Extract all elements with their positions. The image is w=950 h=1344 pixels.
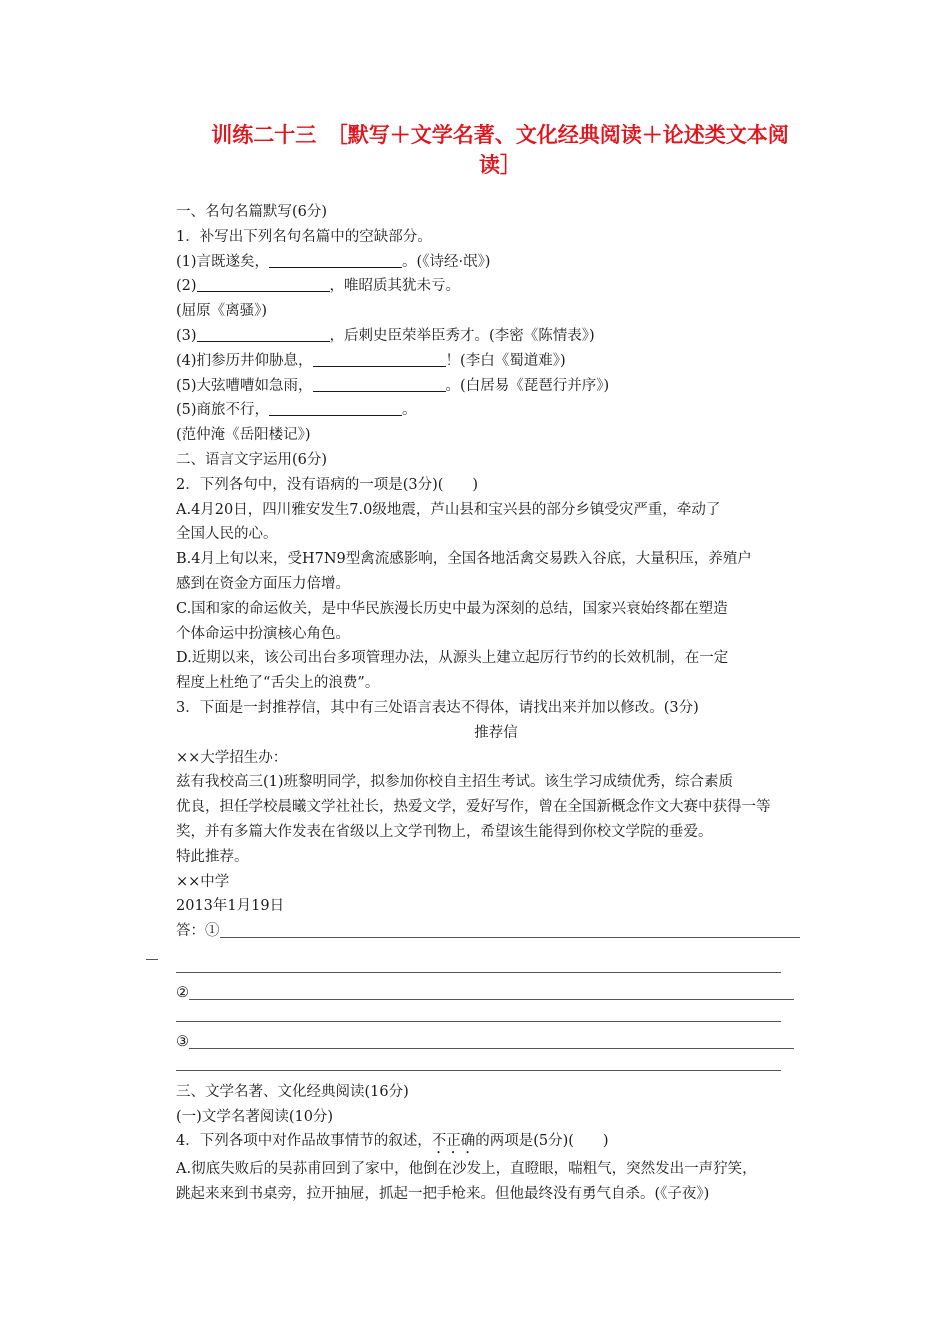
answer-3 (176, 1030, 816, 1055)
fill-item-1 (176, 250, 816, 275)
answer-line[interactable] (189, 984, 794, 1000)
answer-line[interactable] (176, 1006, 781, 1022)
fill-item-source: (屈原《离骚》) (176, 303, 268, 320)
answer-2 (176, 981, 816, 1006)
question-2: 2．下列各句中，没有语病的一项是(3分)( ) (176, 476, 479, 493)
answer-line[interactable] (189, 1033, 794, 1049)
answer-blank[interactable] (197, 277, 330, 292)
fill-item-text: (4)扪参历井仰胁息， (176, 352, 313, 369)
question-1: 1．补写出下列名句名篇中的空缺部分。 (176, 228, 432, 245)
answer-2-cont (176, 1006, 816, 1031)
answer-1 (176, 919, 816, 944)
fill-item-text: 。(白居易《琵琶行并序》) (445, 377, 610, 394)
option-a: A.彻底失败后的吴荪甫回到了家中，他倒在沙发上，直瞪眼，喘粗气，突然发出一声狞笑， (176, 1161, 757, 1178)
letter-date: 2013年1月19日 (176, 898, 285, 915)
answer-label: ③ (176, 1034, 189, 1051)
option-d: D.近期以来，该公司出台多项管理办法，从源头上建立起厉行节约的长效机制，在一定 (176, 650, 729, 667)
section-heading: 三、文学名著、文化经典阅读(16分) (176, 1083, 409, 1100)
option-a-cont: 全国人民的心。 (176, 526, 278, 543)
title-line-1: 训练二十三 ［默写＋文学名著、文化经典阅读＋论述类文本阅 (211, 123, 789, 147)
answer-blank[interactable] (269, 401, 402, 416)
fill-item-6 (176, 398, 816, 423)
fill-item-text: 。(《诗经·氓》) (402, 253, 491, 270)
fill-item-2 (176, 274, 816, 299)
answer-blank[interactable] (197, 327, 330, 342)
fill-item-3 (176, 324, 816, 349)
answer-line[interactable] (176, 1055, 781, 1071)
fill-item-text: ，后刺史臣荣举臣秀才。(李密《陈情表》) (329, 327, 595, 344)
title-line-2: 读］ (479, 153, 521, 177)
fill-item-text: ！(李白《蜀道难》) (445, 352, 566, 369)
question-4 (176, 1129, 816, 1157)
letter-closing: 特此推荐。 (176, 848, 249, 865)
answer-gap (176, 969, 816, 981)
answer-blank[interactable] (269, 253, 402, 268)
fill-item-text: (5)商旅不行， (176, 402, 270, 419)
subsection-heading: (一)文学名著阅读(10分) (176, 1108, 334, 1125)
question-text: 4．下列各项中对作品故事情节的叙述， (176, 1133, 432, 1150)
option-b-cont: 感到在资金方面压力倍增。 (176, 575, 350, 592)
answer-3-cont (176, 1055, 816, 1080)
fill-item-source: (范仲淹《岳阳楼记》) (176, 427, 311, 444)
option-a: A.4月20日，四川雅安发生7.0级地震，芦山县和宝兴县的部分乡镇受灾严重，牵动了 (176, 501, 721, 518)
section-heading: 一、名句名篇默写(6分) (176, 204, 328, 220)
option-d-cont: 程度上杜绝了“舌尖上的浪费”。 (176, 675, 380, 692)
answer-blank[interactable] (313, 377, 446, 392)
question-3: 3．下面是一封推荐信，其中有三处语言表达不得体，请找出来并加以修改。(3分) (176, 699, 699, 716)
answer-label: 答：① (176, 923, 220, 940)
answer-label: ② (176, 984, 189, 1001)
letter-paragraph-cont: 奖，并有多篇大作发表在省级以上文学刊物上，希望该生能得到你校文学院的垂爱。 (176, 823, 713, 840)
page-title (180, 120, 820, 180)
fill-item-text: (1)言既遂矣， (176, 253, 270, 270)
section-heading: 二、语言文字运用(6分) (176, 451, 328, 468)
answer-line[interactable] (220, 922, 800, 938)
letter-paragraph-cont: 优良，担任学校晨曦文学社社长，热爱文学，爱好写作，曾在全国新概念作文大赛中获得一等 (176, 799, 771, 816)
question-text: 的两项是(5分)( ) (475, 1133, 609, 1150)
emphasis-text: 不正确 (431, 1133, 476, 1150)
letter-title: 推荐信 (474, 724, 518, 741)
letter-sender: ××中学 (176, 873, 230, 890)
document-body (176, 200, 816, 1207)
fill-item-text: (5)大弦嘈嘈如急雨， (176, 377, 313, 394)
fill-item-5 (176, 374, 816, 399)
fill-item-text: ，唯昭质其犹未亏。 (329, 278, 461, 295)
option-a-cont: 跳起来来到书桌旁，拉开抽屉，抓起一把手枪来。但他最终没有勇气自杀。(《子夜》) (176, 1186, 710, 1203)
fill-item-text: (2) (176, 278, 197, 295)
option-b: B.4月上旬以来，受H7N9型禽流感影响，全国各地活禽交易跌入谷底，大量积压，养殖户 (176, 551, 752, 568)
option-c: C.国和家的命运攸关，是中华民族漫长历史中最为深刻的总结，国家兴衰始终都在塑造 (176, 600, 728, 617)
fill-item-text: 。 (402, 402, 417, 419)
answer-blank[interactable] (313, 352, 446, 367)
letter-recipient: ××大学招生办： (176, 749, 288, 766)
fill-item-4 (176, 349, 816, 374)
letter-paragraph: 兹有我校高三(1)班黎明同学，拟参加你校自主招生考试。该生学习成绩优秀，综合素质 (176, 774, 734, 791)
answer-line[interactable] (146, 944, 158, 960)
option-c-cont: 个体命运中扮演核心角色。 (176, 625, 350, 642)
fill-item-text: (3) (176, 327, 197, 344)
answer-line[interactable] (176, 957, 781, 973)
